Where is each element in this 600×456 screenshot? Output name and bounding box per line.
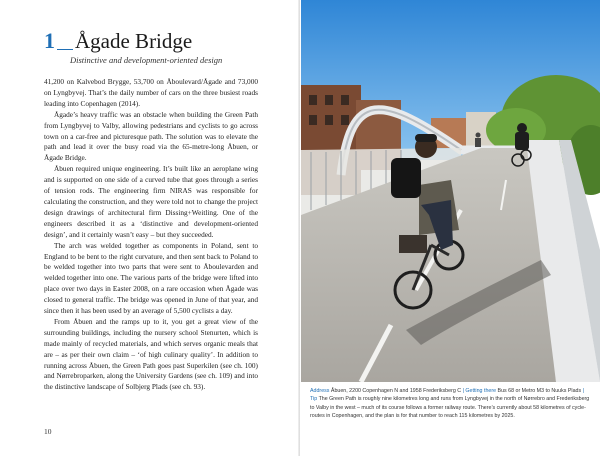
address-text: Åbuen, 2200 Copenhagen N and 1958 Frederiksberg C: [330, 388, 462, 394]
getting-there-text: Bus 68 or Metro M3 to Nuuks Plads: [497, 388, 582, 394]
bridge-photo: [301, 0, 600, 382]
address-label: Address: [310, 388, 330, 394]
chapter-number: 1: [44, 28, 55, 53]
distant-cyclist: [475, 133, 481, 148]
paragraph: Ågade’s heavy traffic was an obstacle when building the Green Path from Lyngbyvej to Valby, allowing pedestrians and cyclists to go across town on a car-free and picturesque path. The solution was to elevate the path and lead it over the busy road via the 65-metre-long Åbuen, or Ågade Bridge.: [44, 109, 258, 163]
caption-separator: |: [581, 388, 585, 394]
caption-separator: |: [461, 388, 466, 394]
heading-rule: [57, 49, 73, 50]
paragraph: 41,200 on Kalvebod Brygge, 53,700 on Åboulevard/Ågade and 73,000 on Lyngbyvej. That’s the daily number of cars on the three busiest roads leading into Copenhagen (2014).: [44, 77, 258, 108]
paragraph: The arch was welded together as components in Poland, sent to England to be bent to the right curvature, and then sent back to Poland to be welded together into two parts that were sent to Åboulevarden and welded together into one. The various parts of the bridge were lifted into place over two days in Easter 2008, on a rare occasion when Ågade was closed to general traffic. The bridge was opened in June of that year, and since then it has been used by an average of 5,500 cyclists a day.: [44, 240, 258, 316]
chapter-heading: [44, 28, 284, 54]
chapter-subtitle: Distinctive and development-oriented design: [70, 55, 223, 65]
getting-there-label: Getting there: [465, 388, 497, 394]
paragraph: Åbuen required unique engineering. It’s built like an aeroplane wing and is supported on one side of a curved tube that goes through a series of tension rods. The engineering firm NIRAS was responsible for calculating the construction, and they were told not to change the project design drawings of architectural firm Dissing+Weitling. One of the engineers described it as a ‘distinctive and development-oriented design’, and it certainly wasn’t easy – but they succeeded.: [44, 164, 258, 239]
paragraph: From Åbuen and the ramps up to it, you get a great view of the surrounding buildings, including the nursery school Stenurten, which is made mainly of recycled materials, and which serves organic meals that are – as per their own claim – ‘of high culinary quality’. In addition to running across Åbuen, the Green Path goes past Superkilen (see ch. 100) and Nørrebroparken, along the University Gardens (see ch. 109) and into the distinctive landscape of Solbjerg Plads (see ch. 93).: [44, 316, 258, 392]
tip-label: Tip: [310, 396, 318, 403]
page-number: 10: [44, 427, 52, 436]
photo-caption: [310, 387, 592, 421]
body-text: [44, 77, 258, 393]
chapter-title: Ågade Bridge: [75, 29, 193, 53]
tip-text: The Green Path is roughly nine kilometres long and runs from Lyngbyvej in the north of Nørrebro and Frederiksberg to Valby in the west – much of its course follows a former railway route. There’s currently about 58 kilometres of cycle-routes in Copenhagen, and the plan is for that number to reach 115 kilometres by 2025.: [310, 396, 590, 420]
